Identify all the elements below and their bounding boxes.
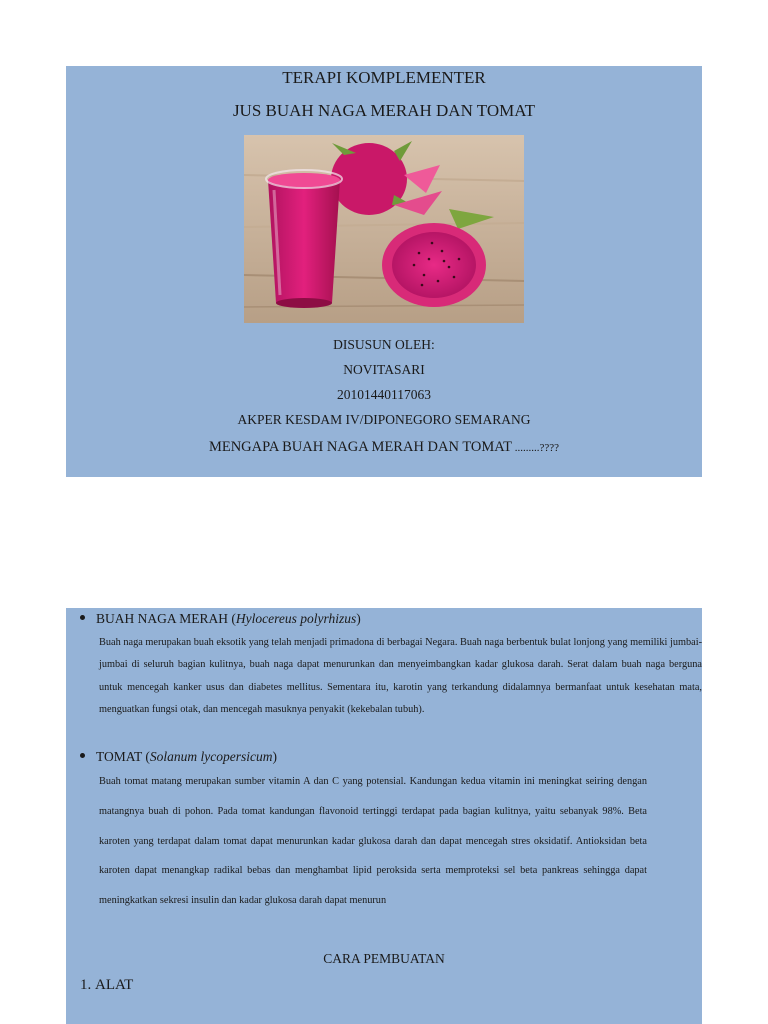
bullet-dragon-fruit [80, 611, 361, 627]
title-line-1: TERAPI KOMPLEMENTER [282, 68, 486, 87]
dragon-fruit-label-close: ) [356, 611, 361, 626]
title-line-2: JUS BUAH NAGA MERAH DAN TOMAT [232, 101, 536, 120]
tools-label: ALAT [95, 977, 134, 993]
dragon-fruit-juice-photo [244, 135, 524, 323]
question-tail: .........???? [512, 442, 560, 454]
bullet-dot [80, 615, 85, 620]
question-line [66, 439, 702, 456]
student-id: 20101440117063 [337, 387, 431, 402]
tomato-paragraph: Buah tomat matang merupakan sumber vitamin A dan C yang potensial. Kandungan kedua vitamin ini meningkat seiring dengan matangnya buah di pohon. Pada tomat kandungan flavonoid tertinggi terdapat pada bagian kulitnya, yaitu sebanyak 98%. Beta karoten yang terdapat dalam tomat dapat menurunkan kadar glukosa darah dan dapat mencegah stres oksidatif. Antioksidan beta karoten dapat menangkap radikal bebas dan menghambat lipid peroksida serta memproteksi sel beta pankreas sehingga dapat meningkatkan sekresi insulin dan kadar glukosa darah dapat menurun [99, 776, 647, 907]
question-main: MENGAPA BUAH NAGA MERAH DAN TOMAT [208, 439, 513, 455]
institution-name: AKPER KESDAM IV/DIPONEGORO SEMARANG [237, 412, 531, 427]
bullet-dot [80, 753, 85, 758]
dragon-fruit-latin: Hylocereus polyrhizus [235, 611, 357, 626]
author-name: NOVITASARI [343, 362, 425, 377]
method-heading: CARA PEMBUATAN [323, 951, 445, 966]
composed-by-label: DISUSUN OLEH: [333, 337, 435, 352]
dragon-fruit-paragraph: Buah naga merupakan buah eksotik yang telah menjadi primadona di berbagai Negara. Buah naga berbentuk bulat lonjong yang memiliki jumbai- jumbai di seluruh bagian kulitnya, buah naga dapat menurunkan dan menyeimbangkan kadar glukosa darah. Serat dalam buah naga berguna untuk mencegah kanker usus dan diabetes mellitus. Sementara itu, karotin yang terkandung didalamnya bermanfaat untuk kesehatan mata, menguatkan fungsi otak, dan mencegah masuknya penyakit (kekebalan tubuh). [99, 637, 702, 716]
tomato-label: TOMAT ( [96, 749, 150, 764]
tomato-latin: Solanum lycopersicum [149, 749, 273, 764]
tomato-label-close: ) [272, 749, 277, 764]
cover-panel [66, 66, 702, 477]
dragon-fruit-label: BUAH NAGA MERAH ( [96, 611, 236, 626]
tools-list-item [80, 977, 133, 994]
list-number: 1. [80, 977, 92, 993]
bullet-tomato [80, 749, 277, 765]
content-panel [66, 608, 702, 1024]
